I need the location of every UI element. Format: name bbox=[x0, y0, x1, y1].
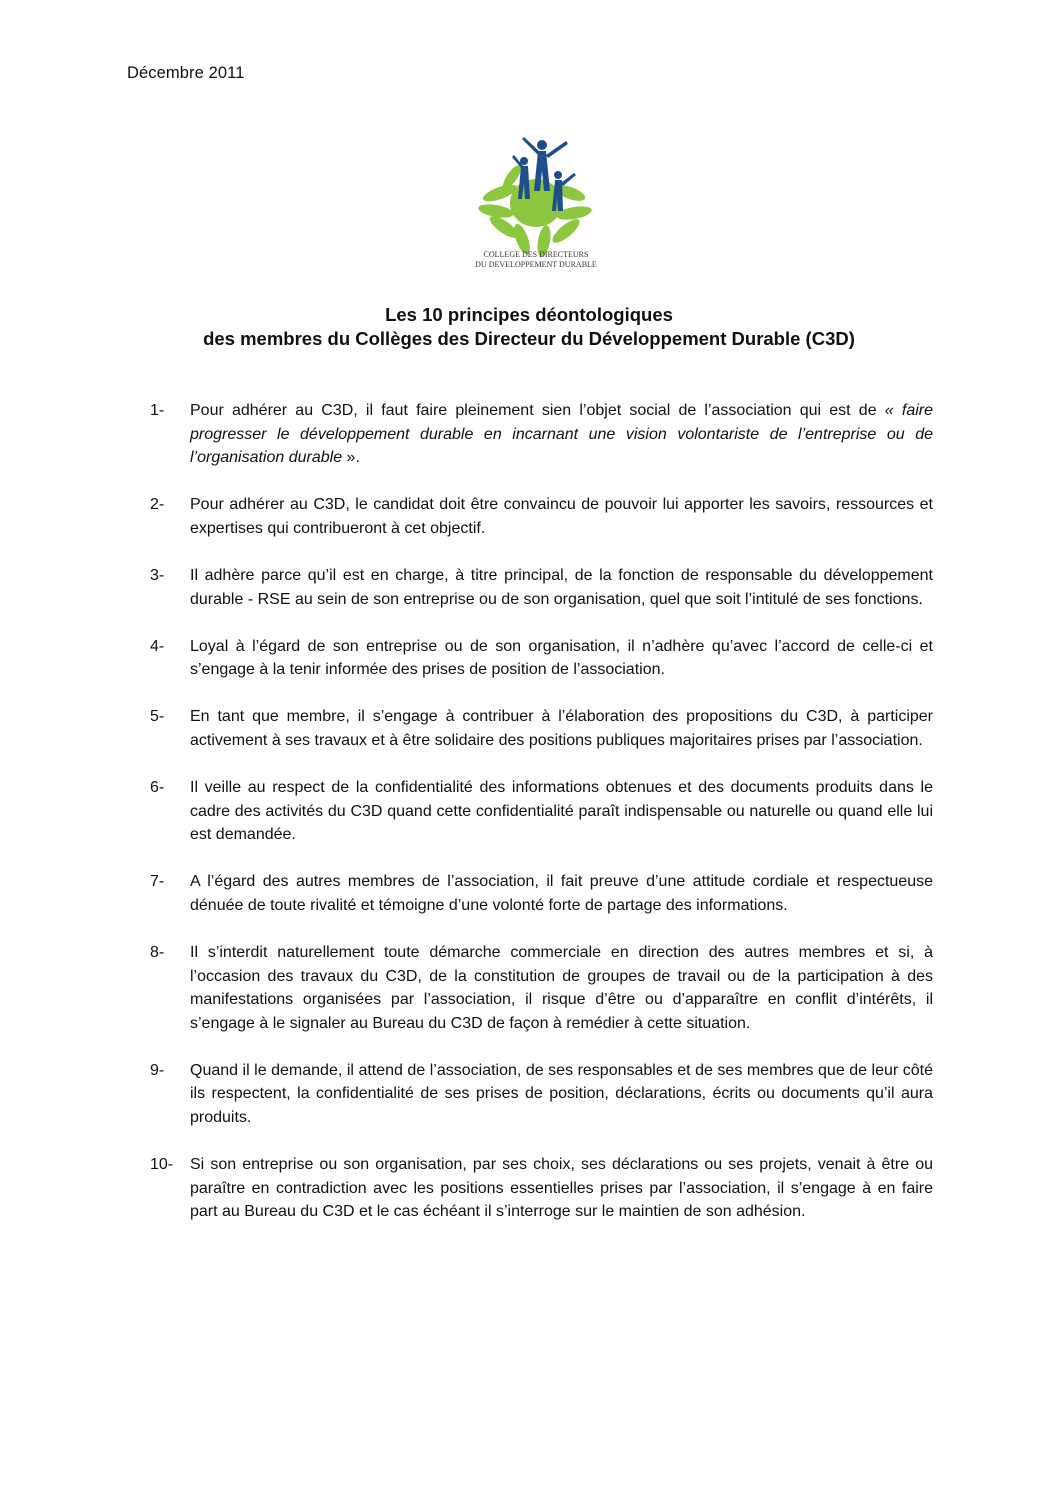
principle-quote: « faire progresser le développement durable en incarnant une vision volontariste de l’entreprise ou de l’organisation durable bbox=[190, 402, 934, 467]
logo-text-line2: DU DEVELOPPEMENT DURABLE bbox=[475, 260, 597, 269]
principle-item bbox=[150, 870, 933, 917]
principle-item bbox=[150, 1153, 933, 1224]
c3d-logo bbox=[466, 131, 606, 271]
title-line-1: Les 10 principes déontologiques bbox=[385, 304, 673, 325]
principle-number: 3- bbox=[150, 566, 165, 584]
principle-number: 9- bbox=[150, 1061, 165, 1079]
principle-text: Si son entreprise ou son organisation, par ses choix, ses déclarations ou ses projets, venait à être ou paraître en contradiction avec les positions essentielles prises par l’association, il s’engage à en faire part au Bureau du C3D et le cas échéant il s’interroge sur le maintien de son adhésion. bbox=[190, 1156, 933, 1221]
principle-item bbox=[150, 635, 933, 682]
principle-item bbox=[150, 493, 933, 540]
principle-number: 8- bbox=[150, 944, 165, 961]
logo-text-line1: COLLEGE DES DIRECTEURS bbox=[483, 250, 589, 259]
principle-text: Pour adhérer au C3D, le candidat doit être convaincu de pouvoir lui apporter les savoirs, ressources et expertises qui contribueront à cet objectif. bbox=[190, 496, 933, 537]
principle-item bbox=[150, 399, 933, 470]
principle-number: 1- bbox=[150, 402, 165, 419]
principle-text-tail: ». bbox=[342, 449, 360, 467]
principle-text bbox=[190, 399, 933, 470]
title-line-2: des membres du Collèges des Directeur du Développement Durable (C3D) bbox=[203, 328, 855, 349]
principle-number: 6- bbox=[150, 779, 165, 797]
principle-text: Il veille au respect de la confidentialité des informations obtenues et des documents produits dans le cadre des activités du C3D quand cette confidentialité paraît indispensable ou naturelle ou quand elle lui est demandée. bbox=[190, 779, 933, 844]
principle-item bbox=[150, 564, 933, 611]
principle-item bbox=[150, 1059, 933, 1130]
principle-text: A l’égard des autres membres de l’association, il fait preuve d’une attitude cordiale et respectueuse dénuée de toute rivalité et témoigne d’une volonté forte de partage des informations. bbox=[190, 873, 933, 914]
principle-text: Quand il le demande, il attend de l’association, de ses responsables et de ses membres que de leur côté ils respectent, la confidentialité de ses prises de position, déclarations, écrits ou documents qu’il aura produits. bbox=[190, 1061, 933, 1127]
principle-item bbox=[150, 705, 933, 752]
principle-text: Il adhère parce qu’il est en charge, à titre principal, de la fonction de responsable du développement durable - RSE au sein de son entreprise ou de son organisation, quel que soit l’intitulé de ses fonctions. bbox=[190, 566, 933, 608]
c3d-logo-icon bbox=[466, 131, 606, 271]
principles-list bbox=[150, 399, 933, 1247]
principle-number: 5- bbox=[150, 708, 165, 726]
principle-item bbox=[150, 941, 933, 1035]
document-date: Décembre 2011 bbox=[127, 64, 245, 82]
principle-number: 7- bbox=[150, 873, 165, 891]
principle-text: Loyal à l’égard de son entreprise ou de son organisation, il n’adhère qu’avec l’accord de celle-ci et s’engage à la tenir informée des prises de position de l’association. bbox=[190, 637, 933, 679]
principle-number: 2- bbox=[150, 496, 165, 514]
principle-text-lead: Pour adhérer au C3D, il faut faire pleinement sien l’objet social de l’association qui est de bbox=[190, 402, 885, 419]
principle-text: Il s’interdit naturellement toute démarche commerciale en direction des autres membres et si, à l’occasion des travaux du C3D, de la constitution de groupes de travail ou de la participation à des manifestations organisées par l’association, il risque d’être ou d’apparaître en conflit d’intérêts, il s’engage à le signaler au Bureau du C3D de façon à remédier à cette situation. bbox=[190, 944, 933, 1032]
green-hands-icon bbox=[477, 163, 593, 258]
principle-item bbox=[150, 776, 933, 847]
principle-text: En tant que membre, il s’engage à contribuer à l’élaboration des propositions du C3D, à participer activement à ses travaux et à être solidaire des positions publiques majoritaires prises par l’association. bbox=[190, 708, 933, 749]
document-title bbox=[100, 303, 958, 351]
principle-number: 10- bbox=[150, 1156, 174, 1174]
principle-number: 4- bbox=[150, 637, 165, 655]
